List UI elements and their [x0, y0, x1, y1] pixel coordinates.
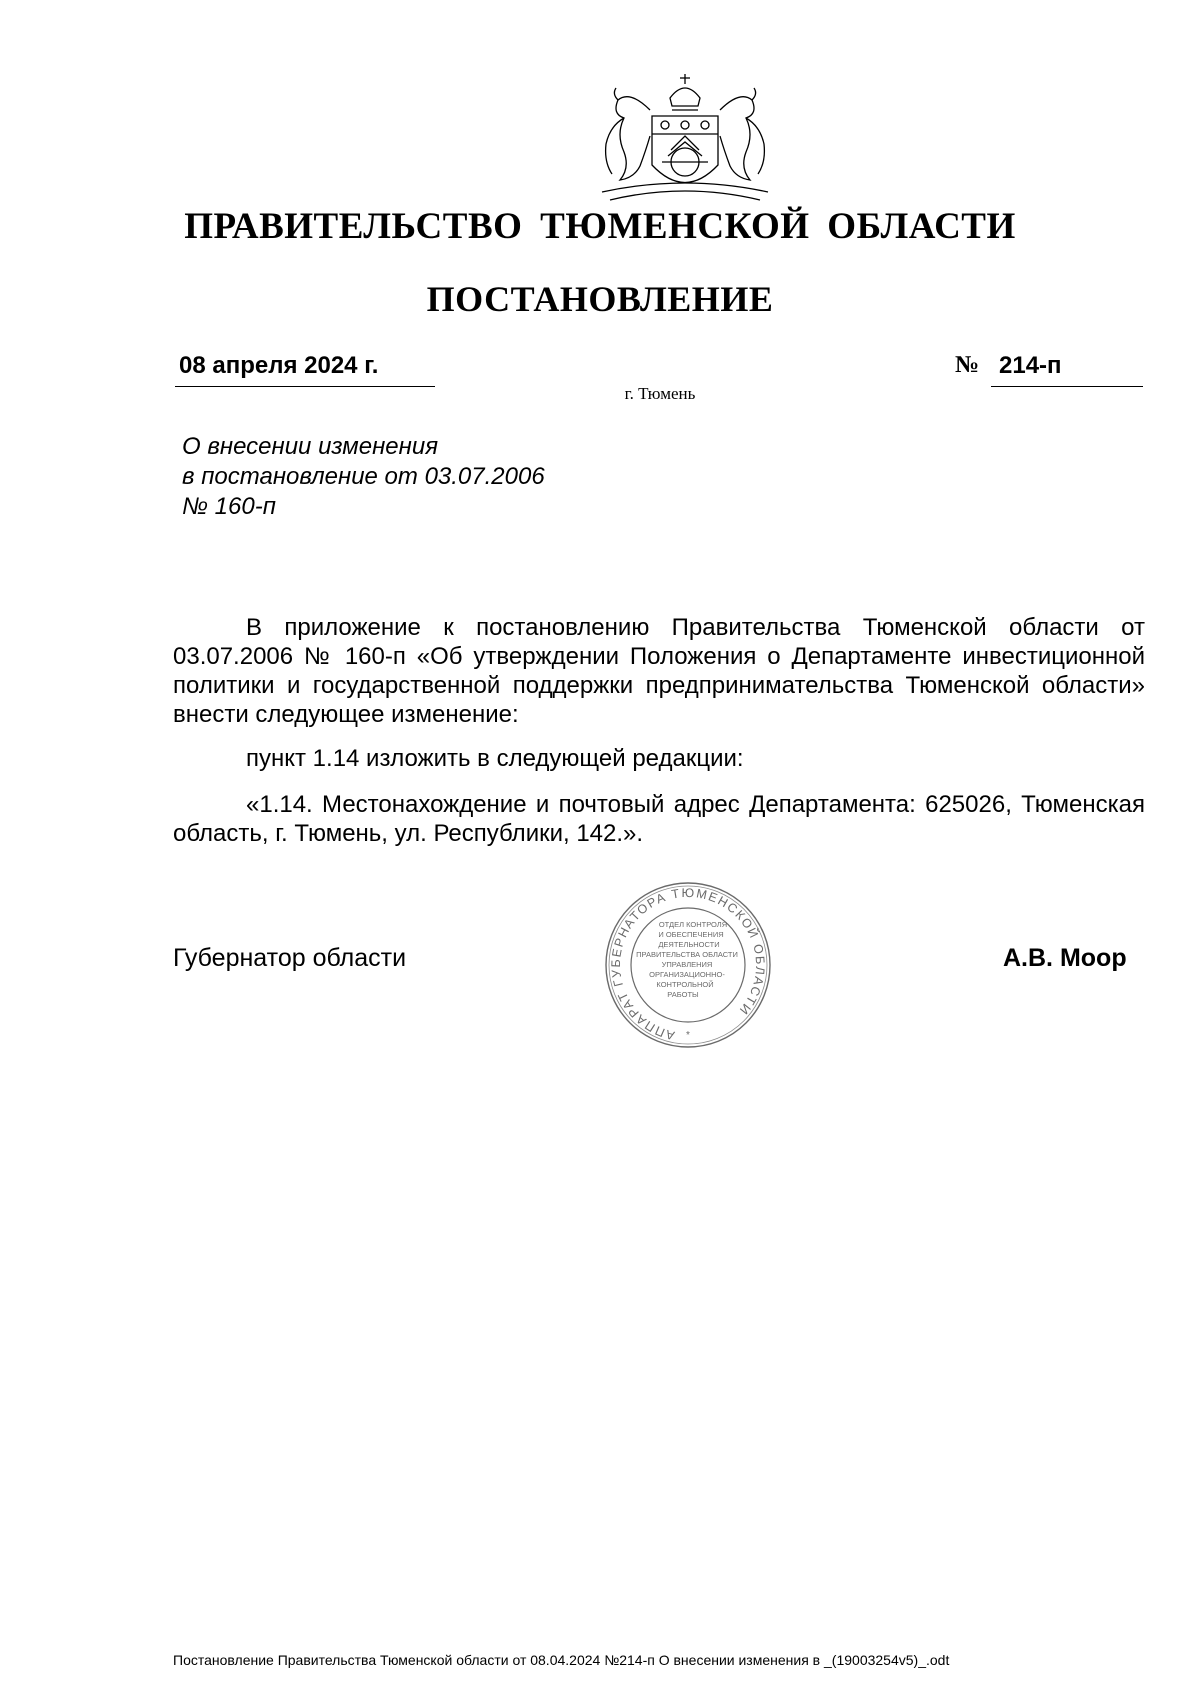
signatory-title: Губернатор области: [173, 944, 407, 972]
page-footer: Постановление Правительства Тюменской области от 08.04.2024 №214-п О внесении изменения в _(19003254v5)_.odt: [173, 1652, 950, 1668]
signatory-name: А.В. Моор: [1003, 944, 1127, 972]
official-seal-stamp: [603, 880, 773, 1050]
document-type-heading: ПОСТАНОВЛЕНИЕ: [426, 279, 774, 319]
svg-text:УПРАВЛЕНИЯ: УПРАВЛЕНИЯ: [661, 960, 713, 969]
document-number-underline: [991, 352, 1143, 387]
svg-text:ДЕЯТЕЛЬНОСТИ: ДЕЯТЕЛЬНОСТИ: [658, 940, 720, 949]
subject-line-3: № 160-п: [182, 493, 276, 520]
svg-text:РАБОТЫ: РАБОТЫ: [667, 990, 699, 999]
city-line: г. Тюмень: [624, 384, 696, 403]
organization-title: ПРАВИТЕЛЬСТВО ТЮМЕНСКОЙ ОБЛАСТИ: [184, 206, 1016, 247]
svg-text:ОРГАНИЗАЦИОННО-: ОРГАНИЗАЦИОННО-: [649, 970, 725, 979]
svg-text:КОНТРОЛЬНОЙ: КОНТРОЛЬНОЙ: [656, 980, 714, 989]
number-sign: №: [955, 352, 980, 378]
svg-text:И ОБЕСПЕЧЕНИЯ: И ОБЕСПЕЧЕНИЯ: [658, 930, 724, 939]
body-paragraph-3: «1.14. Местонахождение и почтовый адрес Департамента: 625026, Тюменская область, г. Тюмень, ул. Республики, 142.».: [173, 791, 1145, 847]
body-paragraph-2: пункт 1.14 изложить в следующей редакции:: [246, 745, 744, 772]
svg-text:ОТДЕЛ КОНТРОЛЯ: ОТДЕЛ КОНТРОЛЯ: [658, 920, 728, 929]
document-date: 08 апреля 2024 г.: [179, 352, 379, 379]
document-number: 214-п: [999, 352, 1062, 379]
body-paragraph-1: В приложение к постановлению Правительства Тюменской области от 03.07.2006 № 160-п «Об утверждении Положения о Департаменте инвестиционной политики и государственной поддержки предпринимательства Тюменской области» внести следующее изменение:: [173, 614, 1145, 728]
document-subject: [182, 432, 545, 522]
svg-text:ПРАВИТЕЛЬСТВА ОБЛАСТИ: ПРАВИТЕЛЬСТВА ОБЛАСТИ: [636, 950, 738, 959]
subject-line-1: О внесении изменения: [182, 433, 439, 460]
coat-of-arms-icon: [590, 70, 780, 210]
svg-text:АППАРАТ ГУБЕРНАТОРА ТЮМЕНСКОЙ: АППАРАТ ГУБЕРНАТОРА ТЮМЕНСКОЙ ОБЛАСТИ: [608, 885, 768, 1043]
document-number-field: [955, 352, 1143, 386]
document-date-field: [175, 352, 435, 387]
svg-text:*: *: [686, 1030, 690, 1041]
subject-line-2: в постановление от 03.07.2006: [182, 463, 545, 490]
